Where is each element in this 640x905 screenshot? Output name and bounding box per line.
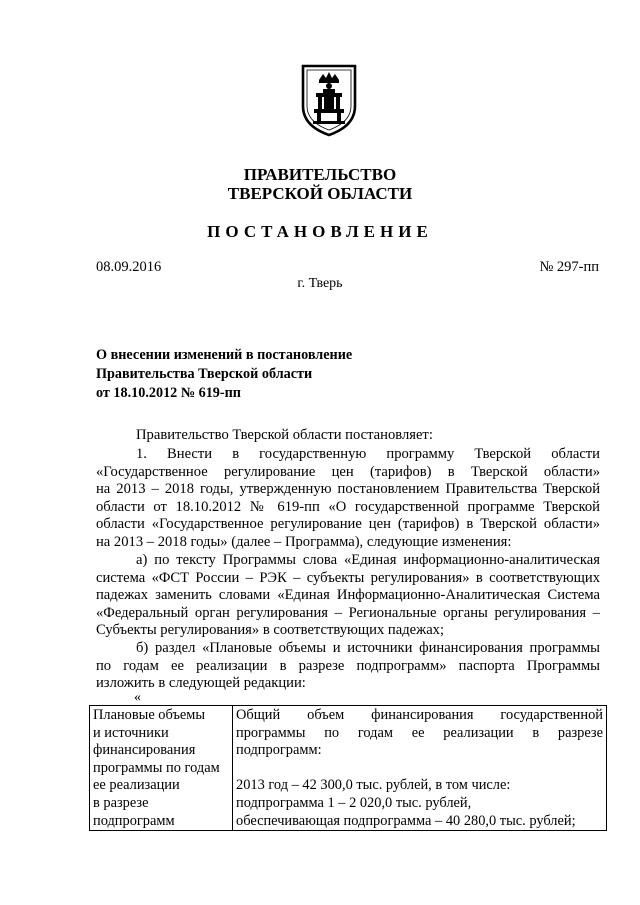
cell-spacer — [236, 760, 603, 778]
paragraph-line: области «Государственное регулирование цен (тарифов) в Тверской области» — [96, 516, 600, 533]
paragraph-line: а) по тексту Программы слова «Единая информационно-аналитическая — [136, 552, 600, 568]
cell-line: финансирования — [93, 742, 196, 759]
cell-line: Общий объем финансирования государственной — [236, 707, 603, 723]
table-row — [90, 706, 607, 831]
cell-line: подпрограмм — [93, 812, 175, 829]
paragraph-line: падежах заменить словами «Единая Информационно-Аналитическая Система — [96, 587, 600, 604]
subject-line: О внесении изменений в постановление — [96, 347, 353, 363]
paragraph-line: система «ФСТ России – РЭК – субъекты регулирования» в соответствующих — [96, 569, 600, 586]
cell-line: 2013 год – 42 300,0 тыс. рублей, в том числе: — [236, 777, 511, 794]
paragraph-line: «Государственное регулирование цен (тарифов) в Тверской области» — [96, 463, 600, 480]
paragraph-line: по годам ее реализации в разрезе подпрограмм» паспорта Программы — [96, 657, 600, 674]
paragraph-line: «Федеральный орган регулирования – Региональные органы регулирования – — [96, 604, 600, 621]
paragraph-line: области от 18.10.2012 № 619-пп «О государственной программе Тверской — [96, 498, 600, 515]
cell-line: обеспечивающая подпрограмма – 40 280,0 тыс. рублей; — [236, 812, 576, 829]
decree-date: 08.09.2016 — [96, 259, 162, 275]
item-1-paragraph — [96, 446, 600, 552]
cell-line: ее реализации — [93, 777, 180, 794]
financing-table — [89, 705, 607, 831]
government-title-line1: ПРАВИТЕЛЬСТВО — [243, 165, 397, 184]
paragraph-line: на 2013 – 2018 годы, утвержденную постановлением Правительства Тверской — [96, 481, 600, 498]
opening-quote: « — [134, 690, 141, 705]
cell-line: подпрограмм: — [236, 742, 322, 759]
cell-line: подпрограмма 1 – 2 020,0 тыс. рублей, — [236, 794, 472, 811]
intro-sentence: Правительство Тверской области постановляет: — [136, 427, 433, 443]
cell-line: программы по годам ее реализации в разрезе — [236, 724, 603, 741]
cell-line: и источники — [93, 724, 169, 741]
tver-coat-of-arms-icon — [299, 62, 359, 138]
item-b-paragraph — [96, 640, 600, 693]
paragraph-line: изложить в следующей редакции: — [96, 675, 306, 692]
paragraph-line: б) раздел «Плановые объемы и источники финансирования программы — [136, 640, 600, 656]
government-title-line2: ТВЕРСКОЙ ОБЛАСТИ — [227, 184, 413, 203]
subject-line: Правительства Тверской области — [96, 366, 313, 382]
paragraph-line: на 2013 – 2018 годы» (далее – Программа), следующие изменения: — [96, 533, 512, 550]
decree-number: № 297-пп — [539, 259, 599, 275]
cell-line: Плановые объемы — [93, 707, 206, 723]
item-a-paragraph — [96, 552, 600, 640]
table-cell-label — [90, 706, 233, 831]
paragraph-line: 1. Внести в государственную программу Тверской области — [136, 446, 600, 462]
cell-line: программы по годам — [93, 759, 220, 776]
decree-subject — [96, 346, 352, 403]
cell-line: в разрезе — [93, 794, 149, 811]
decree-city: г. Тверь — [297, 276, 343, 291]
paragraph-line: Субъекты регулирования» в соответствующих падежах; — [96, 622, 445, 639]
decree-heading: ПОСТАНОВЛЕНИЕ — [207, 222, 433, 241]
subject-line: от 18.10.2012 № 619-пп — [96, 385, 241, 401]
table-cell-value — [233, 706, 607, 831]
